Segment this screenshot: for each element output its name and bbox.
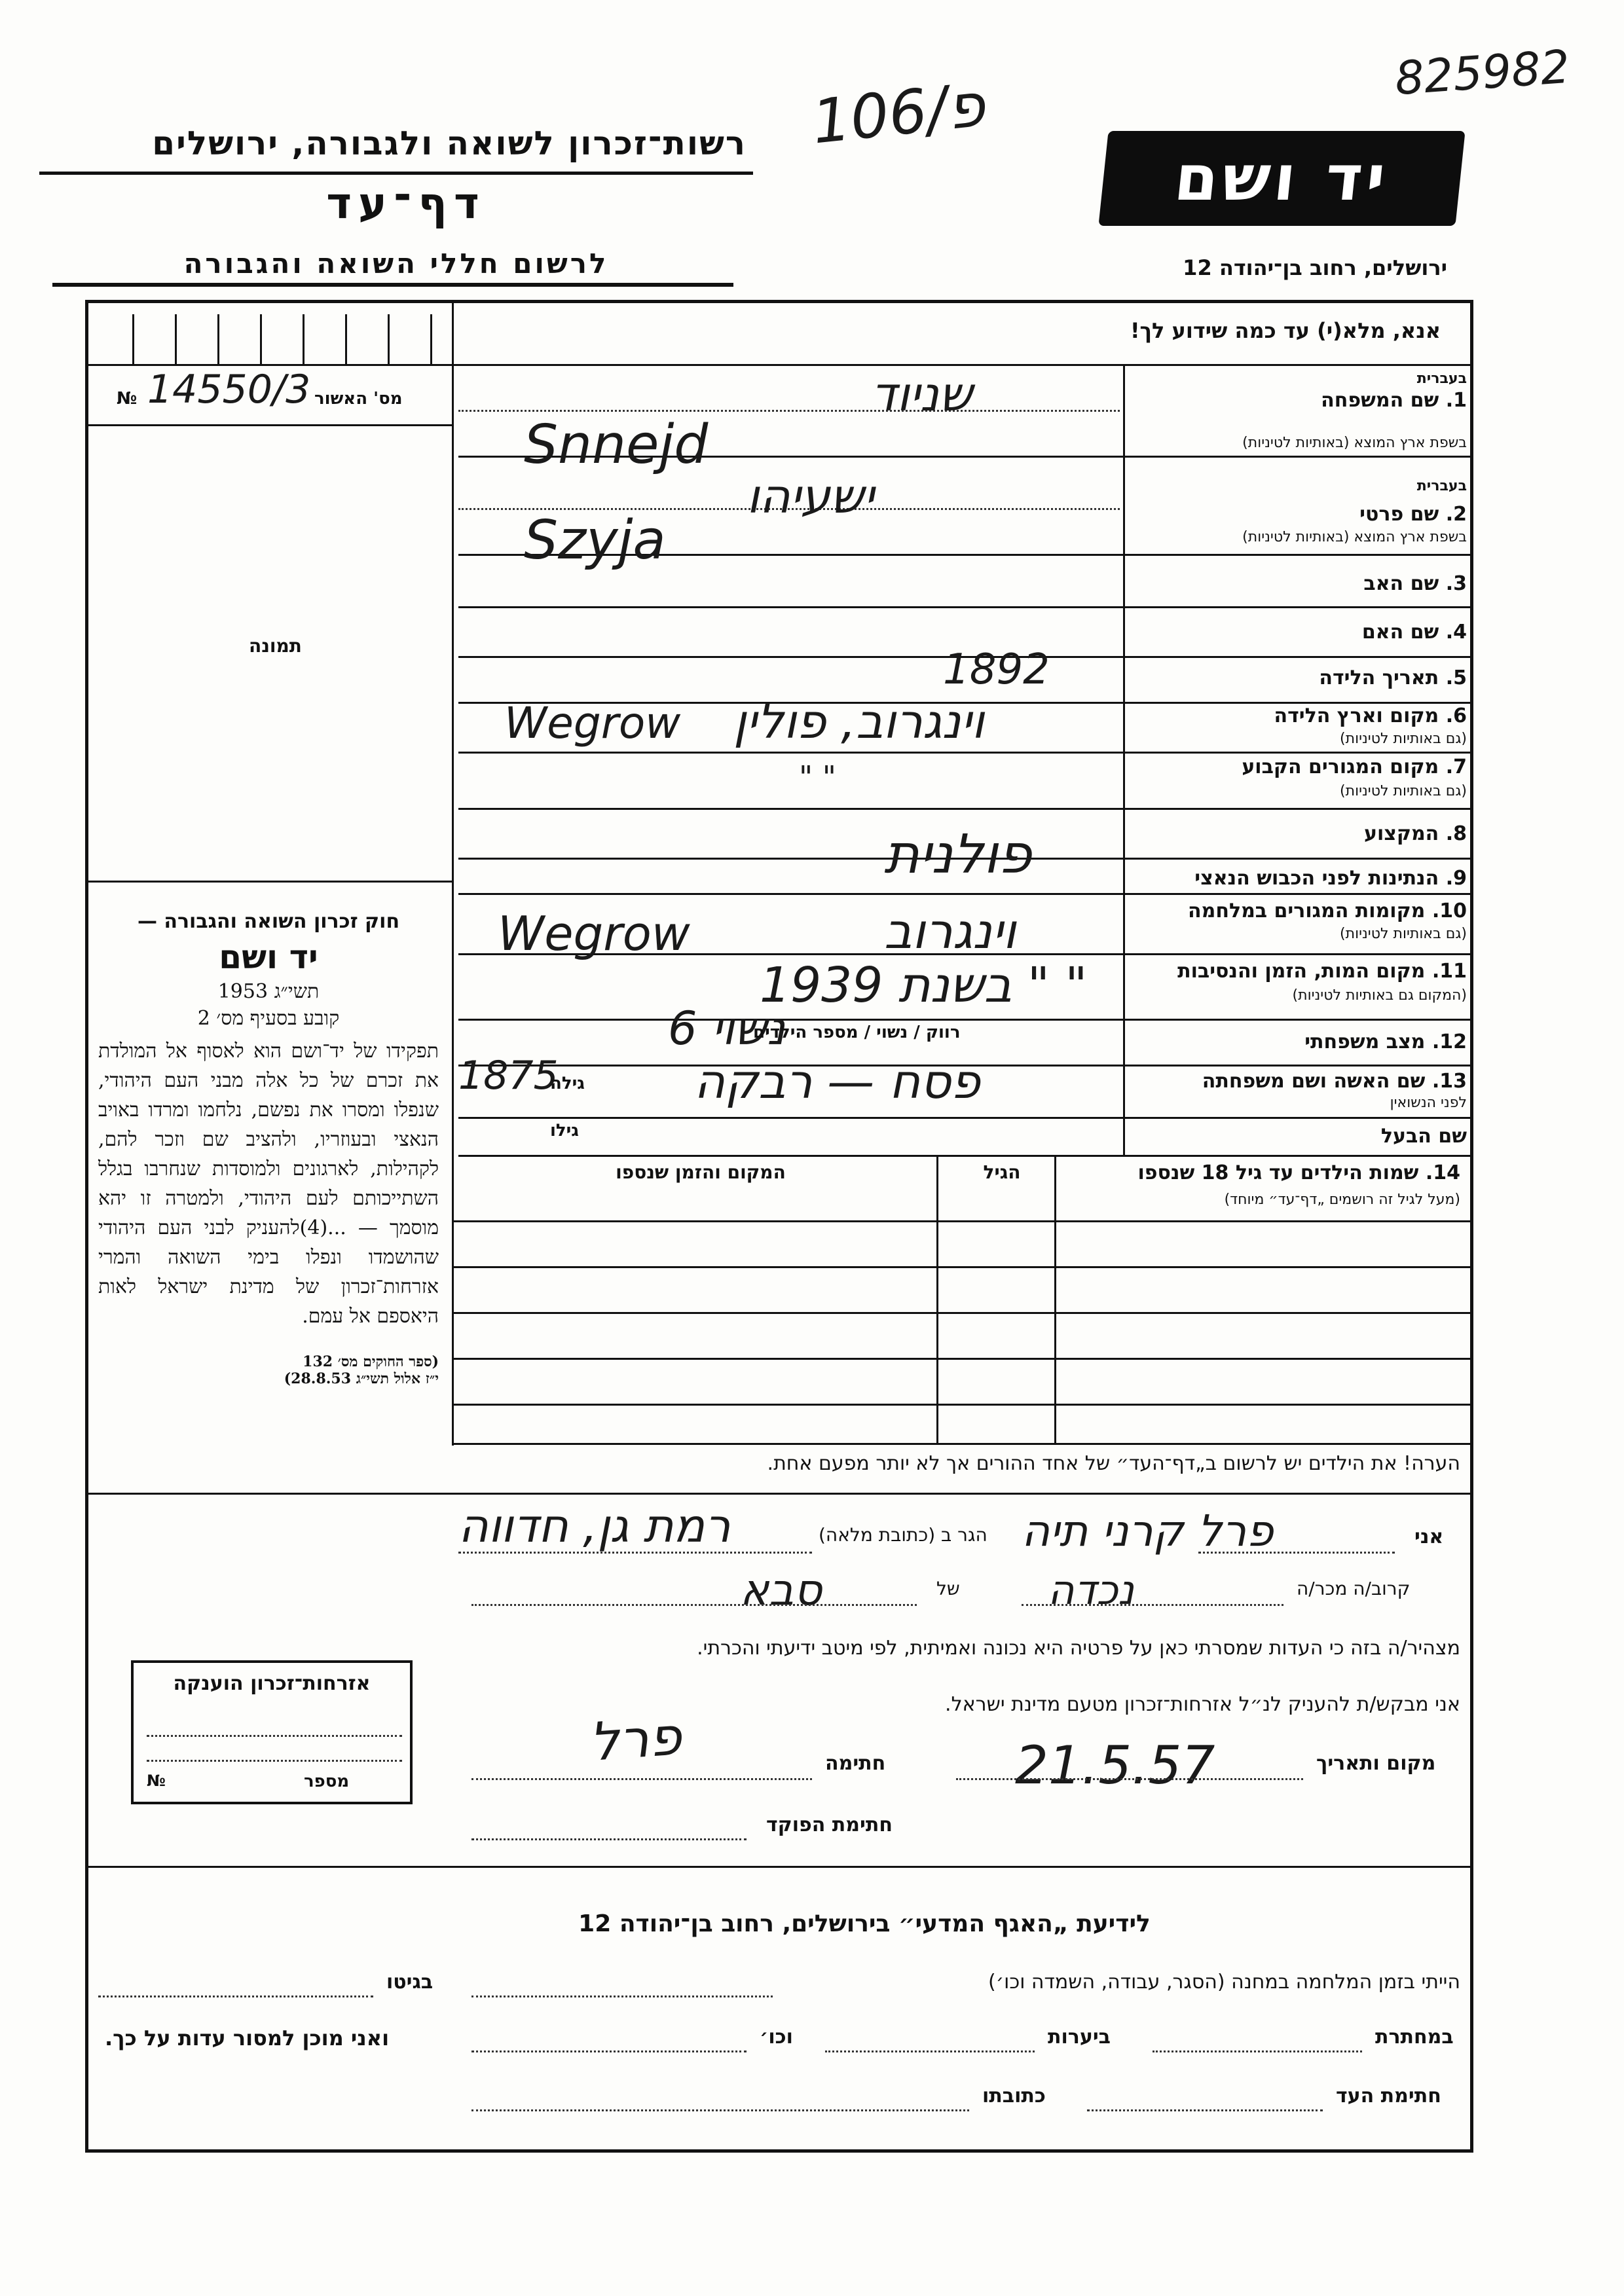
approval-rule [85,364,452,366]
authority-underline [39,172,753,175]
value-wife-name: פסח — רבקה [694,1054,980,1109]
citizenship-box [131,1660,413,1804]
label-death-place: מקום המות, הזמן והנסיבות [1177,960,1426,983]
label-marital-status: מצב משפחתי [1304,1030,1426,1053]
value-wartime-residence-hebrew: וינגרוב [884,903,1016,960]
husband-age-label: גילו [550,1121,579,1140]
research-ghetto-line [98,1995,373,1997]
label-birth-date: תאריך הלידה [1319,666,1439,689]
note-top-rule [452,1443,1473,1445]
research-etc-line [471,2050,747,2052]
label-husband-name: שם הבעל [1380,1125,1467,1148]
research-address: כתובתו [982,2085,1046,2107]
label-family-name: שם המשפחה [1321,389,1439,412]
label-occupation: המקצוע [1363,822,1439,845]
research-witness-line [1087,2109,1323,2111]
research-top-rule [85,1866,1473,1868]
declaration-request: אני מבקש/ת להעניק לנ״ל אזרחות־זכרון מטעם מדינת ישראל. [945,1693,1460,1716]
declaration-witness-name: פרל קרני תיה [1022,1506,1274,1556]
approval-label: מס' האשור [314,389,403,409]
children-label: 14. שמות הילדים עד גיל 18 שנספו [1137,1161,1460,1184]
children-col-age: הגיל [983,1161,1021,1183]
note-bottom-rule [85,1493,1473,1495]
note-text: הערה! את הילדים יש לרשום ב„דף־העד״ של אחד ההורים אך לא יותר מפעם אחת. [767,1452,1460,1475]
approval-number: 14550/3 [147,367,311,412]
place-date-value: 21.5.57 [1015,1735,1215,1796]
law-citation-2: י״ז אלול תשי״ג 28.8.53) [284,1370,439,1387]
officer-line [471,1838,747,1840]
value-nationality: פולנית [884,824,1032,886]
value-death: " " בשנת 1939 [760,957,1088,1013]
signature-line [471,1778,812,1780]
children-col-place: המקום והזמן שנספו [616,1161,786,1183]
label-mother-name: שם האם [1361,621,1439,644]
signature-label: חתימה [825,1752,886,1775]
declaration-of-label: של [936,1578,960,1599]
approval-bottom-rule [85,424,452,426]
research-line1-blank [471,1995,773,1997]
research-ghetto: בגיטו [386,1971,434,1994]
research-address-line [471,2109,969,2111]
label-first-name: שם פרטי [1359,503,1439,526]
intro-text: אנא, מלא(י) עד כמה שידוע לך! [1130,318,1441,343]
label-residence: מקום המגורים הקבוע [1242,756,1439,778]
declaration-relative-label: קרוב/ה מכר/ה [1297,1578,1411,1599]
law-block [98,910,439,1387]
declaration-relative-line [1022,1604,1283,1606]
citizenship-title: אזרחות־זכרון הוענקה [173,1672,371,1695]
handwritten-reference: 106/פ [809,69,988,158]
value-birth-place-latin: Wegrow [504,698,681,748]
label-wartime-residence: מקומות המגורים במלחמה [1188,900,1426,922]
signature-value: פרל [587,1705,684,1773]
law-section: קובע בסעיף מס׳ 2 [197,1007,340,1030]
law-title: יד ושם [219,938,318,976]
value-birth-place-hebrew: וינגרוב, פולין [733,694,985,749]
declaration-resident-label: הגר ב (כתובת מלאה) [819,1524,987,1546]
photo-bottom-rule [85,881,452,883]
place-date-label: מקום ותאריך [1316,1752,1436,1775]
photo-label: תמונה [249,635,302,657]
value-residence: " " [799,759,836,795]
declaration-of-line [471,1604,917,1606]
label-nationality: הנתינות לפני הכבוש הנאצי [1194,867,1439,890]
children-sub: (מעל לגיל זה רושמים „דף־עד״ מיוחד) [1224,1192,1460,1208]
form-subtitle: לרשום חללי השואה והגבורה [183,247,609,280]
research-forests: ביערות [1048,2026,1111,2049]
marital-hint: רווק / נשוי / מספר הילדים [753,1023,961,1042]
children-table [452,1155,1473,1443]
value-first-name-hebrew: ישעיהו [747,469,874,524]
declaration-statement: מצהיר/ה בזה כי העדות שמסרתי כאן על פרטיה היא נכונה ואמיתית, לפי מיטב ידיעתי והכרתי. [697,1637,1460,1660]
authority-heading: רשות־זכרון לשואה ולגבורה, ירושלים [152,124,747,162]
research-underground-line [1153,2050,1362,2052]
law-year-line: תשי״ג 1953 [217,980,320,1003]
citizenship-symbol: № [147,1772,166,1790]
officer-label: חתימת הפוקד [766,1813,893,1836]
value-wife-age: 1875 [458,1053,559,1099]
field-labels: 1. שם המשפחה בעברית בשפת ארץ המוצא (באותיות לטיניות) 2. שם פרטי בעברית בשפת ארץ המוצא (באותיות לטיניות) 3. שם האב 4. שם האם 5. תאריך הלידה 6. מקום וארץ הלידה (גם באותיות לטיניות) 7. מקום המגורים הקבוע (גם באותיות לטיניות) 8. המקצוע 9. הנתינות לפני הכבוש הנאצי 10. מקומות המגורים במלחמה (גם באותיות לטיניות) 11. מקום המות, הזמן והנסיבות (המקום גם באותיות לטיניות) 12. מצב משפחתי 13. שם האשה ושם משפחתה לפני הנשואין שם הבעל [1126,364,1467,1156]
declaration-address: רמת גן, חדווה [458,1499,731,1553]
research-title: לידיעת „האגף המדעי״ בירושלים, רחוב בן־יהודה 12 [578,1910,1151,1937]
label-birth-place: מקום וארץ הלידה [1274,704,1439,727]
yad-vashem-logo: יד ושם [1098,131,1465,226]
place-date-line [956,1778,1303,1780]
archive-number: 825982 [1393,39,1572,106]
citizenship-number-label: מספר [304,1772,350,1791]
value-family-name-latin: Snnejd [524,414,709,476]
label-wife-name: שם האשה ושם משפחתה [1202,1070,1426,1093]
subtitle-underline [52,283,733,287]
research-etc: וכו׳ [760,2026,793,2049]
research-line1: הייתי בזמן המלחמה במחנה (הסגר, עבודה, השמדה וכו׳) [987,1971,1460,1994]
research-witness-signature: חתימת העד [1336,2085,1441,2107]
approval-ticks [92,314,445,365]
research-underground: במחתרת [1375,2026,1454,2049]
approval-symbol: № [117,389,138,409]
law-heading: חוק זכרון השואה והגבורה — [137,910,400,933]
value-family-name-hebrew: שניוד [871,367,972,422]
value-birth-date: 1892 [943,646,1050,694]
value-wartime-residence-latin: Wegrow [498,906,690,961]
law-citation-1: (ספר החוקים מס׳ 132 [303,1353,439,1370]
declaration-of-value: סבא [740,1565,822,1615]
law-body: תפקידו של יד־ושם הוא לאסוף אל המולדת את זכרם של כל אלה מבני העם היהודי, שנפלו ומסרו את נפשם, נלחמו ומרדו באויב הנאצי ובעוזריו, ולהציב שם וזכר להם, לקהילות, לארגונים ולמוסדות שנחרבו בגלל השתייכותם לעם היהודי, ולמטרה זו יהא מוסמך — ...(4)להעניק לבני העם היהודי שהושמדו ונפלו בימי השואה והמרי אזרחות־זכרון של מדינת ישראל לאות היאספם אל עמם. [98,1040,439,1328]
value-marital-status: נשוי 6 [668,1002,786,1055]
research-ready: ואני מוכן למסור עדות על כך. [105,2026,390,2050]
label-father-name: שם האב [1363,572,1439,595]
declaration-relation: נכדה [1048,1566,1134,1614]
value-first-name-latin: Szyja [524,509,666,572]
declaration-ani: אני [1414,1525,1444,1548]
form-title: דף־עד [326,178,486,228]
address-header: ירושלים, רחוב בן־יהודה 12 [1183,255,1447,280]
wife-age-label: גילה [550,1074,585,1093]
research-forests-line [825,2050,1035,2052]
